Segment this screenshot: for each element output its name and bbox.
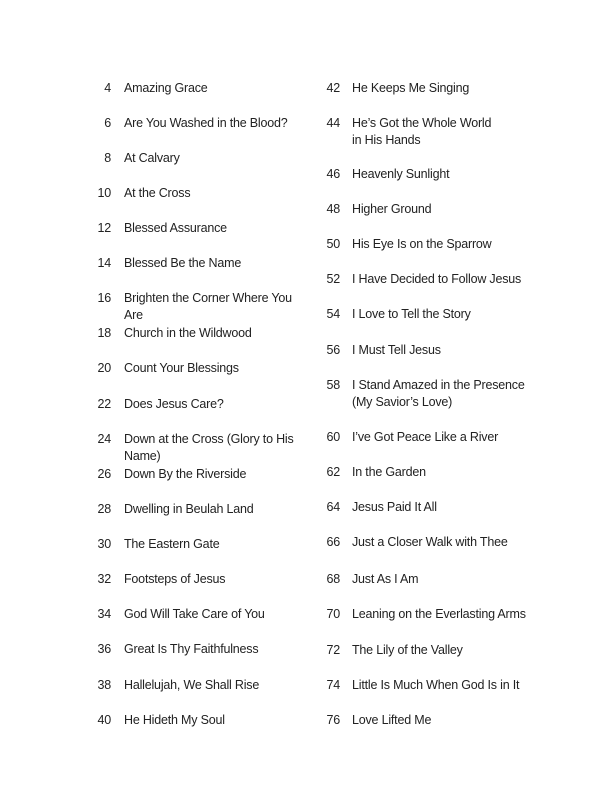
toc-page-number: 56: [326, 343, 340, 357]
toc-song-title: He Hideth My Soul: [124, 713, 225, 727]
toc-entry: [0, 325, 300, 342]
toc-entry: [300, 115, 542, 149]
toc-page-number: 20: [97, 361, 111, 375]
toc-entry: [0, 396, 300, 413]
toc-page-number: 6: [104, 116, 111, 130]
toc-entry: [0, 712, 300, 729]
toc-song-title: I’ve Got Peace Like a River: [352, 430, 499, 444]
toc-page-number: 16: [97, 291, 111, 305]
toc-entry: [0, 150, 300, 167]
toc-entry: [300, 271, 542, 288]
toc-page-number: 36: [97, 642, 111, 656]
toc-song-title: Just As I Am: [352, 572, 419, 586]
toc-song-title: At the Cross: [124, 186, 191, 200]
toc-entry: [300, 534, 542, 551]
toc-page-number: 34: [97, 607, 111, 621]
toc-song-title: I Must Tell Jesus: [352, 343, 441, 357]
toc-entry: [0, 115, 300, 132]
toc-page-number: 8: [104, 151, 111, 165]
toc-song-title: I Have Decided to Follow Jesus: [352, 272, 522, 286]
toc-entry: [300, 642, 542, 659]
toc-entry: [0, 536, 300, 553]
toc-song-title: Amazing Grace: [124, 81, 208, 95]
toc-page-number: 22: [97, 397, 111, 411]
toc-page-number: 76: [326, 713, 340, 727]
toc-song-title: God Will Take Care of You: [124, 607, 265, 621]
toc-entry: [0, 571, 300, 588]
toc-song-title: Jesus Paid It All: [352, 500, 437, 514]
toc-entry: [0, 431, 300, 465]
toc-song-title: He Keeps Me Singing: [352, 81, 470, 95]
toc-song-title: Great Is Thy Faithfulness: [124, 642, 259, 656]
toc-song-title: At Calvary: [124, 151, 180, 165]
toc-page-number: 32: [97, 572, 111, 586]
toc-song-title: Dwelling in Beulah Land: [124, 502, 254, 516]
toc-page-number: 12: [97, 221, 111, 235]
toc-page-number: 66: [326, 535, 340, 549]
toc-song-title: Down at the Cross (Glory to His Name): [124, 432, 294, 463]
toc-page-number: 46: [326, 167, 340, 181]
toc-page-number: 60: [326, 430, 340, 444]
toc-entry: [0, 290, 300, 324]
toc-page-number: 72: [326, 643, 340, 657]
toc-song-title: I Stand Amazed in the Presence (My Savior’s Love): [352, 378, 525, 409]
toc-page-number: 62: [326, 465, 340, 479]
toc-page-number: 52: [326, 272, 340, 286]
toc-song-title: Love Lifted Me: [352, 713, 432, 727]
toc-song-title: Count Your Blessings: [124, 361, 239, 375]
toc-entry: [0, 255, 300, 272]
toc-page-number: 50: [326, 237, 340, 251]
toc-entry: [0, 606, 300, 623]
toc-page-number: 28: [97, 502, 111, 516]
toc-entry: [300, 166, 542, 183]
toc-entry: [0, 80, 300, 97]
toc-entry: [300, 80, 542, 97]
toc-page-number: 30: [97, 537, 111, 551]
toc-song-title: Brighten the Corner Where You Are: [124, 291, 292, 322]
toc-entry: [0, 220, 300, 237]
toc-page-number: 48: [326, 202, 340, 216]
toc-entry: [0, 501, 300, 518]
toc-entry: [300, 201, 542, 218]
toc-song-title: Higher Ground: [352, 202, 432, 216]
toc-page-number: 64: [326, 500, 340, 514]
toc-entry: [300, 677, 542, 694]
toc-song-title: In the Garden: [352, 465, 426, 479]
toc-page-number: 58: [326, 378, 340, 392]
toc-song-title: Little Is Much When God Is in It: [352, 678, 520, 692]
toc-entry: [0, 360, 300, 377]
toc-page-number: 10: [97, 186, 111, 200]
toc-song-title: Blessed Be the Name: [124, 256, 242, 270]
toc-page-number: 4: [104, 81, 111, 95]
toc-page-number: 54: [326, 307, 340, 321]
toc-song-title: I Love to Tell the Story: [352, 307, 471, 321]
toc-entry: [300, 571, 542, 588]
toc-entry: [0, 466, 300, 483]
toc-song-title: Just a Closer Walk with Thee: [352, 535, 508, 549]
toc-song-title: Down By the Riverside: [124, 467, 247, 481]
toc-song-title: Does Jesus Care?: [124, 397, 224, 411]
toc-song-title: The Eastern Gate: [124, 537, 220, 551]
toc-song-title: Church in the Wildwood: [124, 326, 252, 340]
toc-page-number: 18: [97, 326, 111, 340]
toc-song-title: Footsteps of Jesus: [124, 572, 226, 586]
toc-song-title: Heavenly Sunlight: [352, 167, 450, 181]
toc-entry: [300, 464, 542, 481]
toc-song-title: His Eye Is on the Sparrow: [352, 237, 492, 251]
toc-page-number: 70: [326, 607, 340, 621]
toc-entry: [0, 641, 300, 658]
toc-entry: [0, 185, 300, 202]
toc-page-number: 14: [97, 256, 111, 270]
toc-page-number: 42: [326, 81, 340, 95]
toc-page-number: 44: [326, 116, 340, 130]
toc-song-title: Are You Washed in the Blood?: [124, 116, 288, 130]
toc-page-number: 74: [326, 678, 340, 692]
toc-entry: [300, 606, 542, 623]
toc-entry: [0, 677, 300, 694]
toc-entry: [300, 712, 542, 729]
toc-song-title: Hallelujah, We Shall Rise: [124, 678, 260, 692]
toc-entry: [300, 342, 542, 359]
right-column: [300, 0, 600, 800]
toc-page-number: 24: [97, 432, 111, 446]
toc-page-number: 68: [326, 572, 340, 586]
toc-song-title: He’s Got the Whole World in His Hands: [352, 116, 492, 147]
toc-page-number: 26: [97, 467, 111, 481]
toc-page-number: 40: [97, 713, 111, 727]
toc-page-number: 38: [97, 678, 111, 692]
toc-song-title: Blessed Assurance: [124, 221, 227, 235]
toc-entry: [300, 306, 542, 323]
toc-song-title: The Lily of the Valley: [352, 643, 463, 657]
toc-song-title: Leaning on the Everlasting Arms: [352, 607, 526, 621]
toc-entry: [300, 499, 542, 516]
toc-entry: [300, 377, 542, 411]
toc-entry: [300, 429, 542, 446]
toc-entry: [300, 236, 542, 253]
